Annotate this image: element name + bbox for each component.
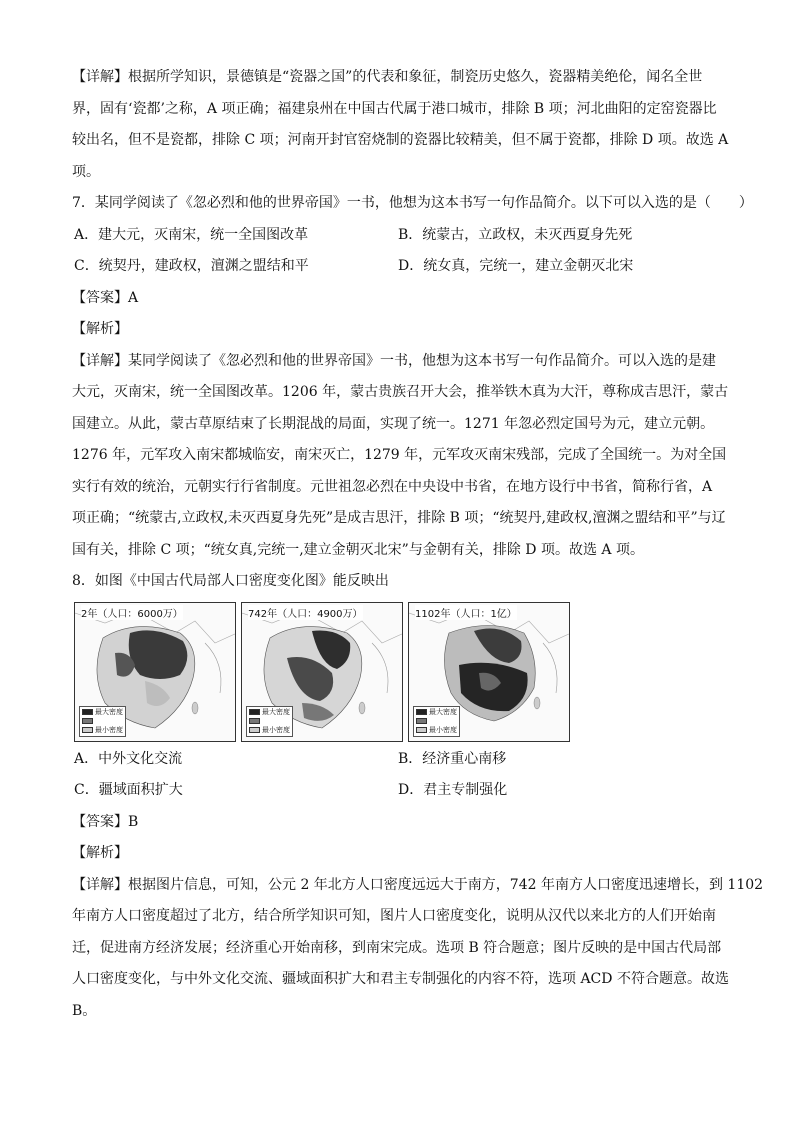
legend-min: 最小密度 <box>429 726 457 734</box>
population-density-figure <box>74 602 732 742</box>
text-line: 项。 <box>72 163 100 180</box>
option-d: D．统女真，完统一，建立金朝灭北宋 <box>398 258 634 274</box>
map-label: 742年（人口：4900万） <box>248 605 363 620</box>
text-line: 国建立。从此，蒙古草原结束了长期混战的局面，实现了统一。1271 年忽必烈定国号为元，建立元朝。 <box>72 415 715 432</box>
density-map-1102ad <box>408 602 570 742</box>
option-d: D．君主专制强化 <box>398 782 508 798</box>
text-line: B。 <box>72 1002 97 1019</box>
options-row <box>72 220 732 252</box>
text-line: 较出名，但不是瓷都，排除 C 项；河南开封官窑烧制的瓷器比较精美，但不属于瓷都，排除 D 项。故选 A <box>72 132 729 148</box>
options-row <box>72 251 732 283</box>
map-legend <box>413 706 460 737</box>
density-map-742ad <box>241 602 403 742</box>
option-a: A．建大元，灭南宋，统一全国图改革 <box>74 226 309 243</box>
legend-max: 最大密度 <box>429 708 457 716</box>
map-legend <box>79 706 126 737</box>
text-line: 【详解】根据所学知识，景德镇是“瓷器之国”的代表和象征，制瓷历史悠久，瓷器精美绝伦，闻名全世 <box>72 69 703 85</box>
text-line: 大元，灭南宋，统一全国图改革。1206 年，蒙古贵族召开大会，推举铁木真为大汗，尊称成吉思汗，蒙古 <box>72 384 729 400</box>
map-legend <box>246 706 293 737</box>
option-b: B．统蒙古，立政权，未灭西夏身先死 <box>398 226 633 243</box>
text-line: 迁，促进南方经济发展；经济重心开始南移，到南宋完成。选项 B 符合题意；图片反映的是中国古代局部 <box>72 939 722 956</box>
analysis-label: 【解析】 <box>72 321 128 337</box>
text-line: 【详解】根据图片信息，可知，公元 2 年北方人口密度远远大于南方，742 年南方人口密度迅速增长，到 1102 <box>72 876 764 893</box>
option-c: C．疆域面积扩大 <box>74 782 183 798</box>
density-map-2ad <box>74 602 236 742</box>
q6-detail <box>72 62 732 188</box>
question-stem: 8．如图《中国古代局部人口密度变化图》能反映出 <box>72 573 389 589</box>
text-line: 人口密度变化，与中外文化交流、疆域面积扩大和君主专制强化的内容不符，选项 ACD 不符合题意。故选 <box>72 971 729 987</box>
text-line: 项正确；“统蒙古,立政权,未灭西夏身先死”是成吉思汗，排除 B 项；“统契丹,建政权,澶渊之盟结和平”与辽 <box>72 510 726 526</box>
options-row <box>72 744 732 776</box>
option-b: B．经济重心南移 <box>398 750 507 767</box>
question-8 <box>72 566 764 1027</box>
options-row <box>72 775 732 807</box>
option-c: C．统契丹，建政权，澶渊之盟结和平 <box>74 258 309 274</box>
option-a: A．中外文化交流 <box>74 750 183 767</box>
legend-max: 最大密度 <box>262 708 290 716</box>
question-7 <box>72 188 753 566</box>
answer: 【答案】B <box>72 813 139 830</box>
text-line: 国有关，排除 C 项；“统女真,完统一,建立金朝灭北宋”与金朝有关，排除 D 项。故选 A 项。 <box>72 541 644 558</box>
legend-min: 最小密度 <box>262 726 290 734</box>
text-line: 界，固有‘瓷都’之称，A 项正确；福建泉州在中国古代属于港口城市，排除 B 项；河北曲阳的定窑瓷器比 <box>72 100 717 117</box>
text-line: 年南方人口密度超过了北方，结合所学知识可知，图片人口密度变化，说明从汉代以来北方的人们开始南 <box>72 908 716 924</box>
answer: 【答案】A <box>72 289 139 306</box>
text-line: 1276 年，元军攻入南宋都城临安，南宋灭亡，1279 年，元军攻灭南宋残部，完成了全国统一。为对全国 <box>72 447 727 463</box>
text-line: 实行有效的统治，元朝实行行省制度。元世祖忽必烈在中央设中书省，在地方设行中书省，简称行省，A <box>72 478 713 495</box>
text-line: 【详解】某同学阅读了《忽必烈和他的世界帝国》一书，他想为这本书写一句作品简介。可以入选的是建 <box>72 352 716 369</box>
legend-min: 最小密度 <box>95 726 123 734</box>
legend-max: 最大密度 <box>95 708 123 716</box>
map-label: 2年（人口：6000万） <box>81 605 183 620</box>
question-stem: 7．某同学阅读了《忽必烈和他的世界帝国》一书，他想为这本书写一句作品简介。以下可以入选的是（ ） <box>72 195 753 211</box>
map-label: 1102年（人口：1亿） <box>415 605 517 620</box>
document-page <box>72 62 764 1027</box>
analysis-label: 【解析】 <box>72 845 128 861</box>
